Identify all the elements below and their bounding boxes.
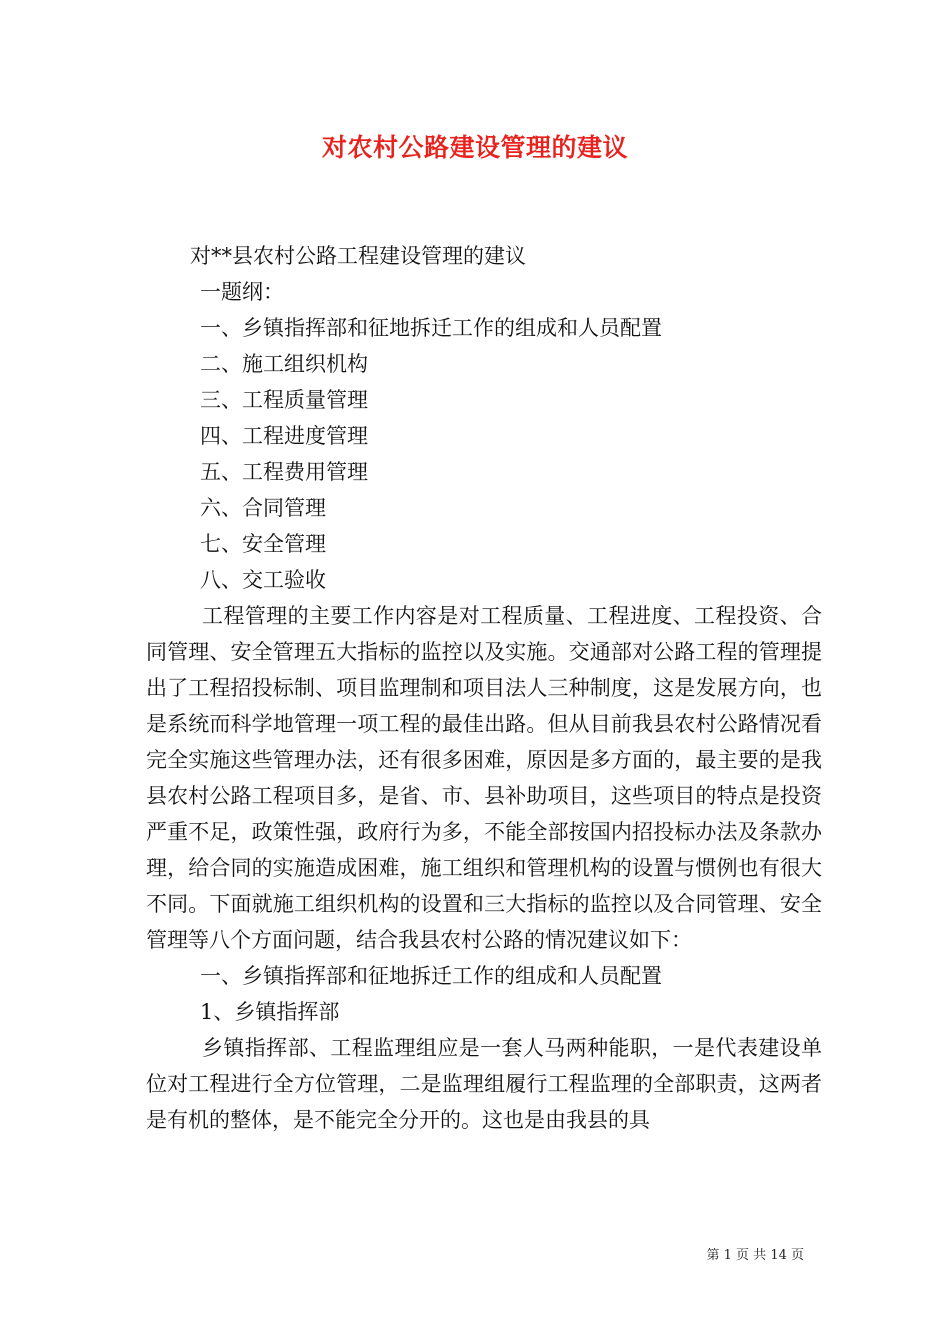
outline-item: 四、工程进度管理 (200, 424, 368, 448)
document-subtitle: 对**县农村公路工程建设管理的建议 (190, 244, 526, 268)
outline-item: 一、乡镇指挥部和征地拆迁工作的组成和人员配置 (200, 316, 662, 340)
outline-item: 七、安全管理 (200, 532, 326, 556)
intro-paragraph: 工程管理的主要工作内容是对工程质量、工程进度、工程投资、合同管理、安全管理五大指标的监控以及实施。交通部对公路工程的管理提出了工程招投标制、项目监理制和项目法人三种制度，这是发展方向，也是系统而科学地管理一项工程的最佳出路。但从目前我县农村公路情况看完全实施这些管理办法，还有很多困难，原因是多方面的，最主要的是我县农村公路工程项目多，是省、市、县补助项目，这些项目的特点是投资严重不足，政策性强，政府行为多，不能全部按国内招投标办法及条款办理，给合同的实施造成困难，施工组织和管理机构的设置与惯例也有很大不同。下面就施工组织机构的设置和三大指标的监控以及合同管理、安全管理等八个方面问题，结合我县农村公路的情况建议如下： (146, 604, 822, 952)
outline-item: 八、交工验收 (200, 568, 326, 592)
page-number: 第 1 页 共 14 页 (706, 1248, 804, 1263)
subsection-heading: 1、乡镇指挥部 (200, 1000, 340, 1024)
document-title: 对农村公路建设管理的建议 (321, 133, 628, 162)
section-heading: 一、乡镇指挥部和征地拆迁工作的组成和人员配置 (200, 964, 662, 988)
outline-list (146, 310, 822, 598)
document-body (146, 238, 822, 1138)
outline-item: 二、施工组织机构 (200, 352, 368, 376)
section-paragraph: 乡镇指挥部、工程监理组应是一套人马两种能职，一是代表建设单位对工程进行全方位管理，二是监理组履行工程监理的全部职责，这两者是有机的整体，是不能完全分开的。这也是由我县的具 (146, 1036, 822, 1132)
outline-heading: 一题纲： (200, 280, 284, 304)
outline-item: 五、工程费用管理 (200, 460, 368, 484)
outline-item: 六、合同管理 (200, 496, 326, 520)
outline-item: 三、工程质量管理 (200, 388, 368, 412)
